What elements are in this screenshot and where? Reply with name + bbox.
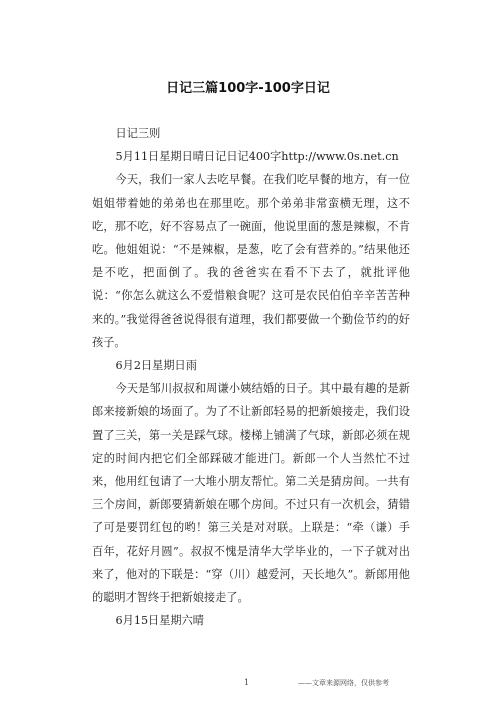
page-number: 1 [244,678,250,687]
entry-paragraph: 今天是邹川叔叔和周谦小姨结婚的日子。其中最有趣的是新郎来接新娘的场面了。为了不让新郎轻易的把新娘接走，我们设置了三关，第一关是踩气球。楼梯上铺满了气球，新郎必须在规定的时间内把它们全部踩破才能进门。新郎一个人当然忙不过来，他用红包请了一大堆小朋友帮忙。第二关是猜房间。一共有三个房间，新郎要猜新娘在哪个房间。不过只有一次机会，猜错了可是要罚红包的哟！第三关是对对联。上联是：“牵（谦）手百年，花好月圆”。叔叔不愧是清华大学毕业的，一下子就对出来了，他对的下联是：“穿（川）越爱河，天长地久”。新郎用他的聪明才智终于把新娘接走了。 [92,382,410,605]
document-body [92,122,410,632]
document-title: 日记三篇100字-100字日记 [166,81,330,96]
section-heading: 日记三则 [115,127,161,140]
entry-date-line: 6月15日星期六晴 [115,614,204,628]
entry-date-line: 5月11日星期日晴日记日记400字http://www.0s.net.cn [115,150,399,164]
source-note: ——文章来源网络，仅供参考 [298,679,389,687]
page-footer [0,678,496,692]
entry-date-line: 6月2日星期日雨 [115,359,197,373]
entry-paragraph: 今天，我们一家人去吃早餐。在我们吃早餐的地方，有一位姐姐带着她的弟弟也在那里吃。那个弟弟非常蛮横无理，这不吃，那不吃，好不容易点了一碗面，他说里面的葱是辣椒，不肯吃。他姐姐说：“不是辣椒，是葱，吃了会有营养的。”结果他还是不吃，把面倒了。我的爸爸实在看不下去了，就批评他说：“你怎么就这么不爱惜粮食呢？这可是农民伯伯辛辛苦苦种来的。”我觉得爸爸说得很有道理，我们都要做一个勤俭节约的好孩子。 [92,173,410,349]
